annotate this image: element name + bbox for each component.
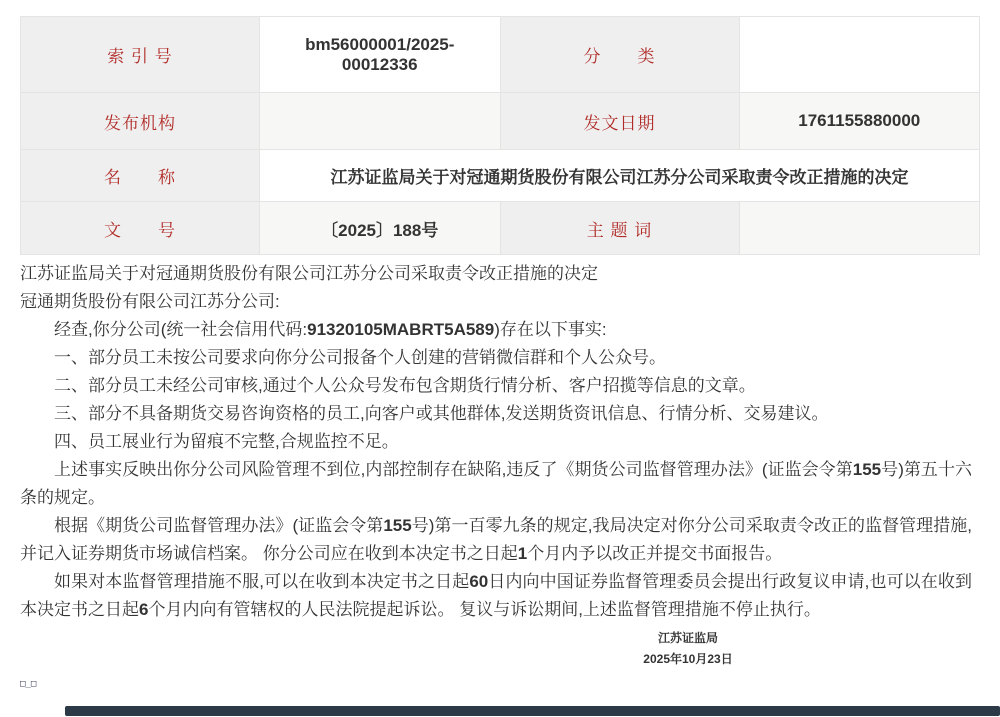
- info-table-body: [21, 17, 980, 255]
- document-paragraph: 三、部分不具备期货交易咨询资格的员工,向客户或其他群体,发送期货资讯信息、行情分析、交易建议。: [54, 404, 829, 423]
- field-value: [739, 17, 980, 93]
- document-paragraph: 四、员工展业行为留痕不完整,合规监控不足。: [54, 432, 399, 451]
- field-label: 文 号: [21, 202, 260, 255]
- document-paragraph: 上述事实反映出你分公司风险管理不到位,内部控制存在缺陷,违反了《期货公司监督管理办法》(证监会令第155号)第五十六条的规定。: [20, 460, 972, 507]
- field-label: 名 称: [21, 150, 260, 202]
- document-paragraph: 江苏证监局关于对冠通期货股份有限公司江苏分公司采取责令改正措施的决定: [20, 264, 598, 283]
- document-paragraph: 根据《期货公司监督管理办法》(证监会令第155号)第一百零九条的规定,我局决定对你分公司采取责令改正的监督管理措施,并记入证券期货市场诚信档案。 你分公司应在收到本决定书之日起1个月内予以改正并提交书面报告。: [20, 516, 972, 563]
- field-label: 发布机构: [21, 93, 260, 150]
- field-value: [739, 202, 980, 255]
- field-label: 索 引 号: [21, 17, 260, 93]
- document-paragraph: 冠通期货股份有限公司江苏分公司:: [20, 292, 280, 311]
- footer-glyph-icons[interactable]: □_□: [20, 679, 37, 689]
- document-paragraph: 经查,你分公司(统一社会信用代码:91320105MABRT5A589)存在以下事实:: [54, 320, 607, 339]
- info-table: [20, 16, 980, 255]
- field-label: 主 题 词: [500, 202, 739, 255]
- document-body: [20, 260, 972, 624]
- field-value: 〔2025〕188号: [260, 202, 501, 255]
- field-value: 1761155880000: [739, 93, 980, 150]
- document-paragraph: 一、部分员工未按公司要求向你分公司报备个人创建的营销微信群和个人公众号。: [54, 348, 666, 367]
- signature-issuer: 江苏证监局: [657, 631, 718, 645]
- field-label: 发文日期: [500, 93, 739, 150]
- document-paragraph: 如果对本监督管理措施不服,可以在收到本决定书之日起60日内向中国证券监督管理委员会提出行政复议申请,也可以在收到本决定书之日起6个月内向有管辖权的人民法院提起诉讼。 复议与诉讼期间,上述监督管理措施不停止执行。: [20, 572, 972, 619]
- info-table-row: [21, 150, 980, 202]
- field-value: 江苏证监局关于对冠通期货股份有限公司江苏分公司采取责令改正措施的决定: [260, 150, 980, 202]
- info-table-row: [21, 17, 980, 93]
- document-paragraph: 二、部分员工未经公司审核,通过个人公众号发布包含期货行情分析、客户招揽等信息的文章。: [54, 376, 756, 395]
- field-value: bm56000001/2025-00012336: [260, 17, 501, 93]
- info-table-row: [21, 93, 980, 150]
- signature-date: 2025年10月23日: [643, 652, 733, 666]
- signature-block: [478, 628, 898, 670]
- field-value: [260, 93, 501, 150]
- field-label: 分 类: [500, 17, 739, 93]
- info-table-row: [21, 202, 980, 255]
- horizontal-scrollbar[interactable]: [65, 706, 1000, 716]
